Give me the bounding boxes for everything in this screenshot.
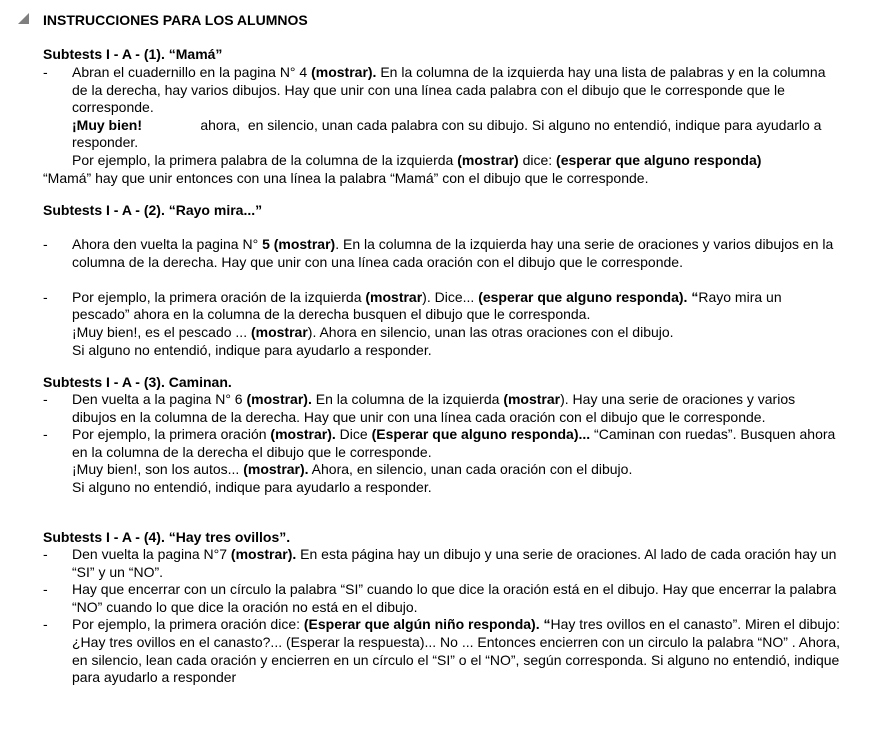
section-4-heading: Subtests I - A - (4). “Hay tres ovillos”. [43, 529, 291, 545]
text: Den vuelta a la pagina N° 6 [72, 391, 247, 407]
text: ¡Muy bien!, es el pescado ... [72, 323, 251, 340]
bold-text: (mostrar [250, 323, 308, 340]
section-3-body [43, 391, 843, 497]
bold-text: (mostrar). [246, 391, 312, 407]
section-4-item [43, 581, 843, 616]
text: Abran el cuadernillo en la pagina N° 4 [72, 64, 312, 80]
bullet-dash: - [43, 581, 48, 598]
bold-text: (esperar que alguno responda) [556, 151, 762, 168]
section-3-item [43, 391, 843, 426]
text: Hay tres ovillos en el canasto”. Miren el dibujo: ¿Hay tres ovillos en el canasto?... (Esperar la respuesta)... No ... Entonces encierren con un circulo la palabra “NO” . Ahora, en silencio, lean cada oración y encierren en un círculo el “SI” o el “NO”, según corresponda. Si alguno no entendió, indique para ayudarlo a responder [72, 616, 841, 686]
bold-text: (mostrar) [457, 151, 519, 168]
bold-text: (mostrar [503, 391, 561, 407]
section-3-line: Si alguno no entendió, indique para ayudarlo a responder. [72, 478, 432, 495]
bullet-dash: - [43, 426, 48, 443]
section-2-body [43, 236, 843, 359]
section-3-item [43, 426, 843, 461]
text: Ahora, en silencio, unan cada oración con el dibujo. [308, 461, 633, 478]
text: ¡Muy bien!, son los autos... [72, 461, 244, 478]
section-4-item [43, 546, 843, 581]
text: Den vuelta la pagina N°7 [72, 546, 231, 562]
section-2-heading: Subtests I - A - (2). “Rayo mira...” [43, 202, 263, 218]
section-2-line [43, 324, 843, 342]
section-2-item [43, 236, 843, 271]
section-4-body [43, 546, 843, 687]
bullet-dash: - [43, 616, 48, 633]
section-3-heading: Subtests I - A - (3). Caminan. [43, 374, 232, 390]
text: Hay que encerrar con un círculo la palabra “SI” cuando lo que dice la oración está en el dibujo. Hay que encerrar la palabra “NO” cuando lo que dice la oración no está en el dibujo. [72, 581, 837, 615]
section-1-heading: Subtests I - A - (1). “Mamá” [43, 46, 223, 62]
text: Rayo mira un pescado” ahora en la columna de la derecha busquen el dibujo que le corresponda. [72, 288, 782, 323]
bold-text: (Esperar que alguno responda)... [371, 426, 591, 443]
section-2-line: Si alguno no entendió, indique para ayudarlo a responder. [72, 341, 432, 358]
text: ). Dice... [422, 288, 479, 305]
text: “Caminan con ruedas”. Busquen ahora en la columna de la derecha el dibujo que le corresponde. [72, 426, 836, 460]
text: ). Hay una serie de oraciones y varios dibujos en la columna de la derecha. Hay que unir con una línea cada oración con el dibujo que le corresponde. [72, 391, 796, 425]
collapse-heading-icon[interactable] [18, 13, 29, 24]
bold-text: 5 (mostrar) [262, 236, 336, 252]
text: dice: [518, 151, 557, 168]
text: En la columna de la izquierda [311, 391, 504, 407]
text: Por ejemplo, la primera oración de la izquierda [72, 288, 366, 305]
text: ahora, en silencio, unan cada palabra con su dibujo. Si alguno no entendió, indique para ayudarlo a responder. [72, 116, 826, 151]
bullet-dash: - [43, 546, 48, 562]
text: Por ejemplo, la primera palabra de la columna de la izquierda [72, 151, 458, 168]
section-3-line [43, 461, 843, 479]
text: Dice [335, 426, 372, 443]
text: ). Ahora en silencio, unan las otras oraciones con el dibujo. [307, 323, 674, 340]
section-1-body [43, 64, 843, 187]
bold-text: (esperar que alguno responda). “ [478, 288, 699, 305]
bold-text: ¡Muy bien! [72, 116, 142, 133]
bold-text: (mostrar). [311, 64, 377, 80]
bold-text: (mostrar). [270, 426, 336, 443]
section-1-item [43, 64, 843, 117]
bold-text: (mostrar). [230, 546, 297, 562]
bullet-dash: - [43, 288, 48, 305]
section-1-line: “Mamá” hay que unir entonces con una línea la palabra “Mamá” con el dibujo que le corresponde. [43, 169, 649, 186]
bold-text: (Esperar que algún niño responda). “ [303, 616, 551, 633]
section-1-line [43, 117, 843, 152]
bullet-dash: - [43, 391, 48, 407]
text: En la columna de la izquierda hay una lista de palabras y en la columna de la derecha, hay varios dibujos. Hay que unir con una línea cada palabra con el dibujo que le corresponde que le corresponde. [72, 64, 826, 116]
section-4-item [43, 616, 843, 686]
text: . En la columna de la izquierda hay una serie de oraciones y varios dibujos en la columna de la derecha. Hay que unir con una línea cada oración con el dibujo que le corresponde. [72, 236, 834, 270]
bullet-dash: - [43, 236, 48, 252]
text: Por ejemplo, la primera oración dice: [72, 616, 304, 633]
text: Por ejemplo, la primera oración [72, 426, 271, 443]
section-2-item [43, 289, 843, 324]
bold-text: (mostrar [365, 288, 423, 305]
bold-text: (mostrar). [243, 461, 309, 478]
page-title: INSTRUCCIONES PARA LOS ALUMNOS [43, 12, 308, 28]
bullet-dash: - [43, 64, 48, 80]
text: Ahora den vuelta la pagina N° [72, 236, 263, 252]
text: En esta página hay un dibujo y una serie de oraciones. Al lado de cada oración hay un “SI” y un “NO”. [72, 546, 837, 580]
section-1-line [43, 152, 843, 170]
